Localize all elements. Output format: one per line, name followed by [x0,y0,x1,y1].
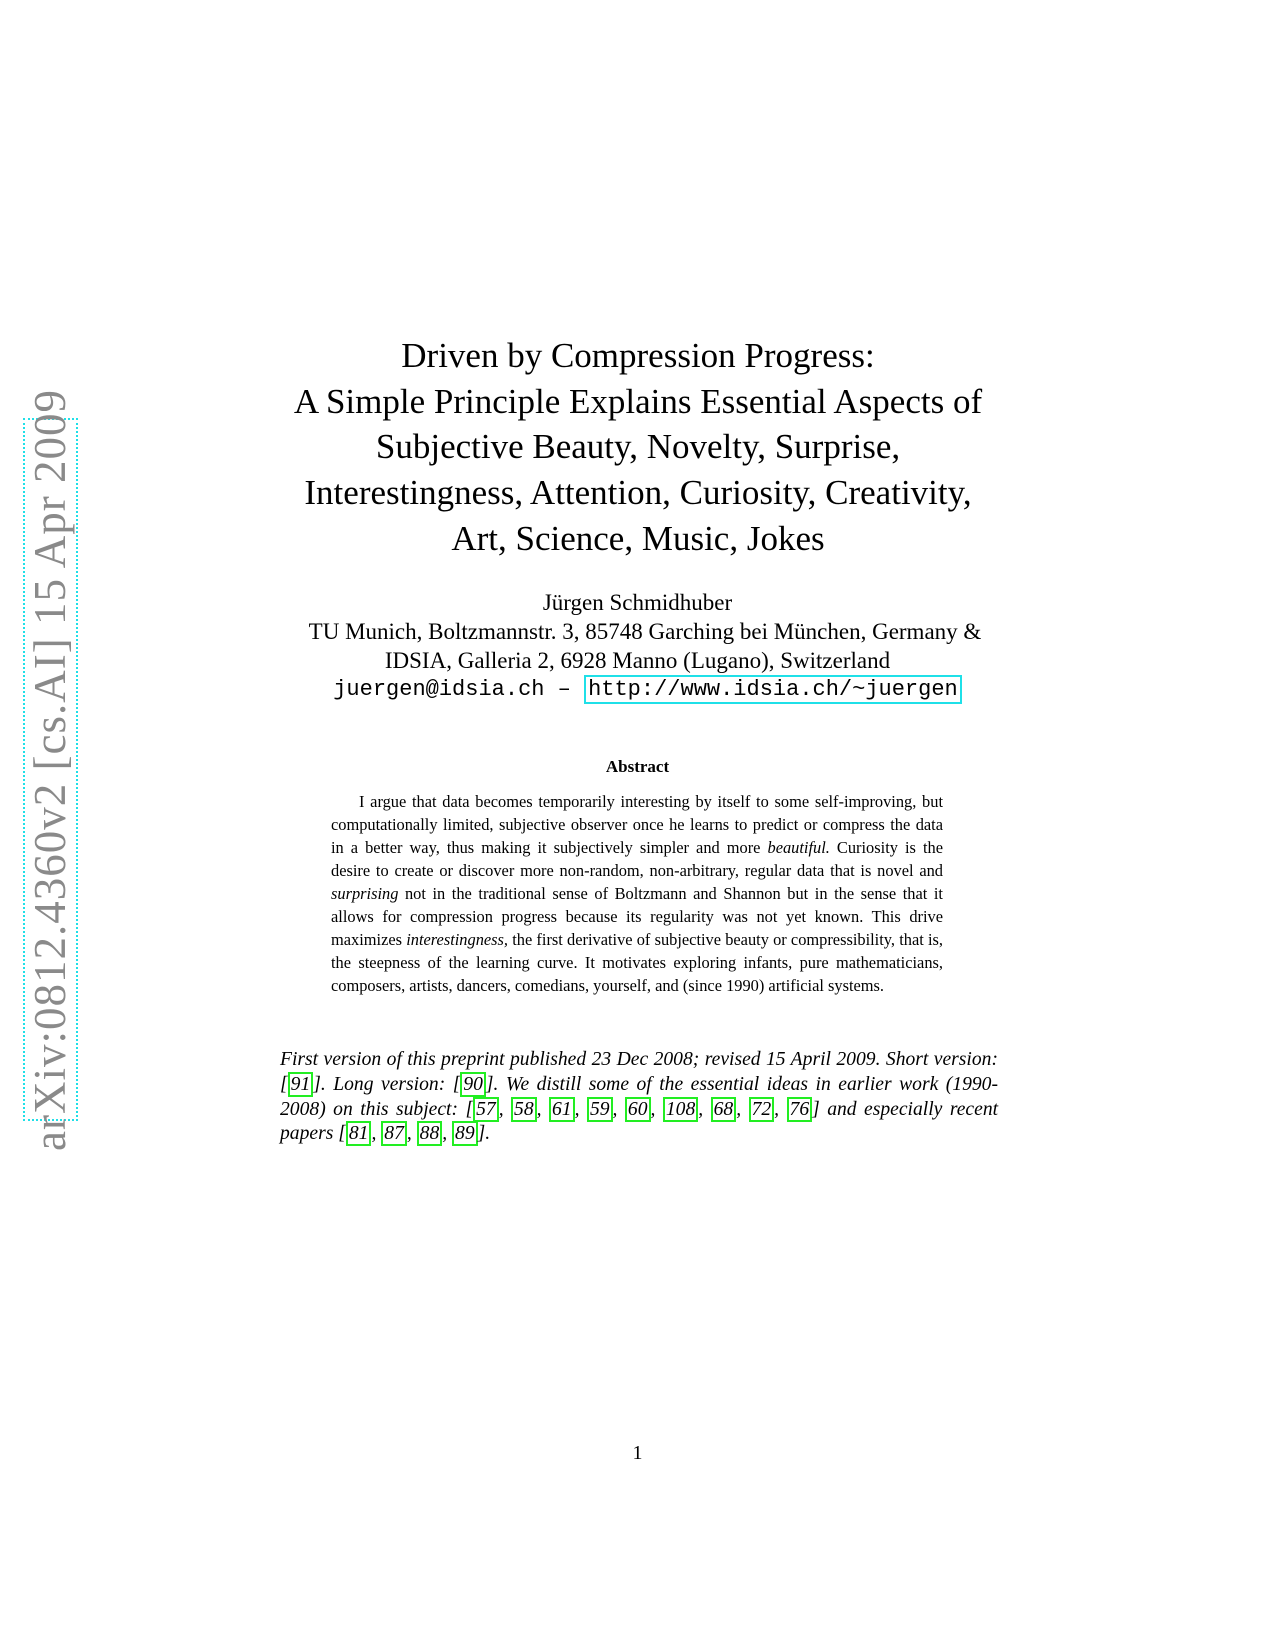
title-line: Driven by Compression Progress: [401,336,875,375]
citation-link[interactable]: 68 [711,1097,737,1122]
note-text: ]. [477,1123,491,1145]
citation-link[interactable]: 60 [625,1097,651,1122]
affiliation-2: IDSIA, Galleria 2, 6928 Manno (Lugano), Switzerland [384,648,891,673]
note-text: ] and especially recent papers [ [280,1098,999,1145]
arxiv-stamp-text[interactable]: arXiv:0812.4360v2 [cs.AI] 15 Apr 2009 [25,389,75,1151]
abstract-text: not in the traditional sense of Boltzmann and Shannon but in the sense that it allows for compression progress because its regularity was not yet known. This drive maximizes [331,884,943,949]
citation-link[interactable]: 59 [587,1097,613,1122]
title-line: Subjective Beauty, Novelty, Surprise, [375,427,901,467]
note-text: ]. We distill some of the essential ideas in earlier work (1990-2008) on this subject: [ [280,1073,998,1120]
citation-link[interactable]: 81 [346,1121,372,1146]
abstract-emphasis: interestingness, [406,930,509,949]
citation-link[interactable]: 90 [460,1072,486,1097]
abstract-text: Curiosity is the desire to create or discover more non-random, non-arbitrary, regular data that is novel and [331,838,943,880]
title-line: A Simple Principle Explains Essential Aspects of [293,381,983,421]
citation-link[interactable]: 58 [511,1097,537,1122]
citation-link[interactable]: 88 [417,1121,443,1146]
author-name: Jürgen Schmidhuber [542,590,733,615]
abstract-text: I argue that data becomes temporarily interesting by itself to some self-improving, but computationally limited, subjective observer once he learns to predict or compress the data in a better way, thus making it subjectively simpler and more [331,792,943,857]
author-email: juergen@idsia.ch [333,677,545,702]
citation-link[interactable]: 89 [452,1121,478,1146]
citation-link[interactable]: 72 [749,1097,775,1122]
citation-link[interactable]: 76 [787,1097,813,1122]
citation-link[interactable]: 57 [473,1097,499,1122]
note-text: First version of this preprint published 23 Dec 2008; revised 15 April 2009. Short version: [ [280,1049,998,1095]
version-note: First version of this preprint published 23 Dec 2008; revised 15 April 2009. Short version: [ 91 ]. Long version: [ 90 ]. We distill some of the essential ideas in earlier work (1990-2008) on this subject: [ 57 , 58 , 61 , 59 , 60 , 108 , 68 , 72 , 76 ] and especially recent papers [ 81 , 87 , 88 , 89 ]. [280,1049,999,1145]
abstract-emphasis: surprising [331,884,399,903]
title-line: Interestingness, Attention, Curiosity, Creativity, [304,473,972,513]
citation-link[interactable]: 61 [549,1097,575,1122]
homepage-link[interactable]: http://www.idsia.ch/~juergen [584,675,962,704]
abstract-emphasis: beautiful. [767,838,830,857]
citation-link[interactable]: 87 [381,1121,407,1146]
page-number: 1 [632,1442,643,1464]
abstract-text: the first derivative of subjective beauty or compressibility, that is, the steepness of the learning curve. It motivates exploring infants, pure mathematicians, composers, artists, dancers, comedians, yourself, and (since 1990) artificial systems. [331,930,943,995]
citation-link[interactable]: 108 [663,1097,698,1122]
paper-title [200,333,1076,562]
affiliation-1: TU Munich, Boltzmannstr. 3, 85748 Garching bei München, Germany & [308,619,982,644]
note-text: ]. Long version: [ [313,1073,461,1095]
abstract-body [331,790,943,997]
title-line: Art, Science, Music, Jokes [451,518,825,558]
citation-link[interactable]: 91 [288,1072,314,1097]
abstract-heading: Abstract [605,757,670,776]
contact-separator: – [544,677,585,702]
contact-line [10,677,1275,702]
